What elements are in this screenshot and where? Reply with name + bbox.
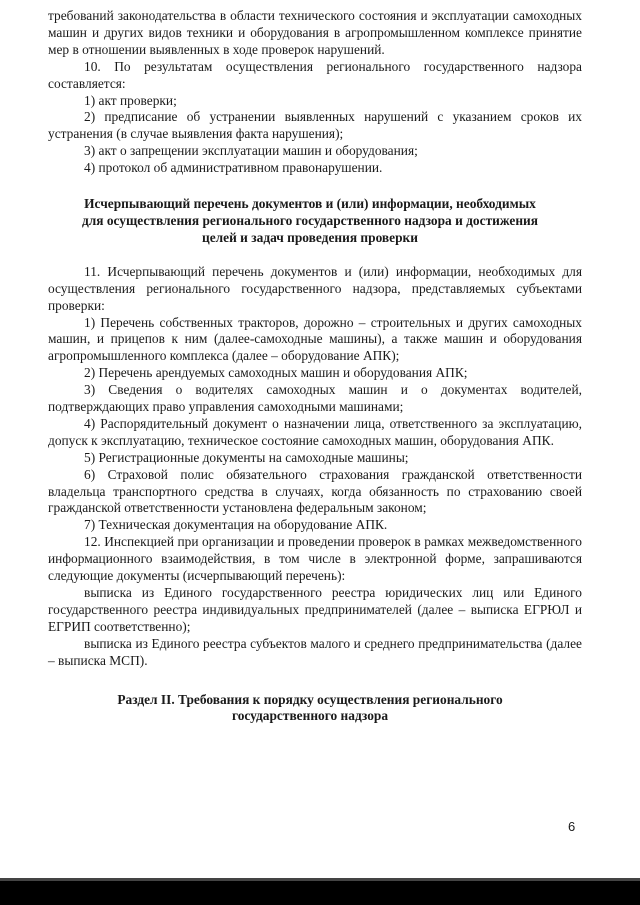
paragraph-item-12: 12. Инспекцией при организации и проведении проверок в рамках межведомственного информационного взаимодействия, в том числе в электронной форме, запрашиваются следующие документы (исчерпывающий перечень): [48,534,582,584]
list-item: выписка из Единого государственного реестра юридических лиц или Единого государственного реестра индивидуальных предпринимателей (далее – выписка ЕГРЮЛ и ЕГРИП соответственно); [48,585,582,634]
list-item: 3) акт о запрещении эксплуатации машин и оборудования; [84,143,418,159]
list-item: 3) Сведения о водителях самоходных машин и о документах водителей, подтверждающих право управления самоходными машинами; [48,382,582,415]
list-item: 2) Перечень арендуемых самоходных машин и оборудования АПК; [84,365,468,381]
section-heading: Исчерпывающий перечень документов и (или) информации, необходимых для осуществления регионального государственного надзора и достижения целей и задач проведения проверки [81,196,539,245]
paragraph-item-10: 10. По результатам осуществления регионального государственного надзора составляется: [48,58,582,91]
list-item: 6) Страховой полис обязательного страхования гражданской ответственности владельца транспортного средства в случаях, когда обязанность по страхованию своей гражданской ответственности установлена федеральным законом; [48,466,582,516]
document-body [48,8,582,725]
list-item: 1) Перечень собственных тракторов, дорожно – строительных и других самоходных машин, и прицепов к ним (далее-самоходные машины), а также машин и оборудования агропромышленного комплекса (далее – оборудование АПК); [48,314,582,364]
scan-border [0,881,640,905]
list-item: 4) Распорядительный документ о назначении лица, ответственного за эксплуатацию, допуск к эксплуатацию, техническое состояние самоходных машин, оборудования АПК. [48,415,582,448]
list-item: 5) Регистрационные документы на самоходные машины; [84,449,409,465]
list-item: выписка из Единого реестра субъектов малого и среднего предпринимательства (далее – выписка МСП). [48,635,582,668]
list-item: 4) протокол об административном правонарушении. [84,160,383,176]
section-title: Раздел II. Требования к порядку осуществления регионального государственного надзора [117,691,503,724]
list-item: 2) предписание об устранении выявленных нарушений с указанием сроков их устранения (в случае выявления факта нарушения); [48,109,582,142]
paragraph: требований законодательства в области технического состояния и эксплуатации самоходных машин и других видов техники и оборудования в агропромышленном комплексе принятие мер в отношении выявленных в ходе проверок нарушений. [48,8,582,57]
list-item: 1) акт проверки; [84,92,177,108]
page-number: 6 [568,819,576,834]
list-item: 7) Техническая документация на оборудование АПК. [84,517,388,533]
paragraph-item-11: 11. Исчерпывающий перечень документов и (или) информации, необходимых для осуществления регионального государственного надзора, представляемых субъектами проверки: [48,263,582,313]
